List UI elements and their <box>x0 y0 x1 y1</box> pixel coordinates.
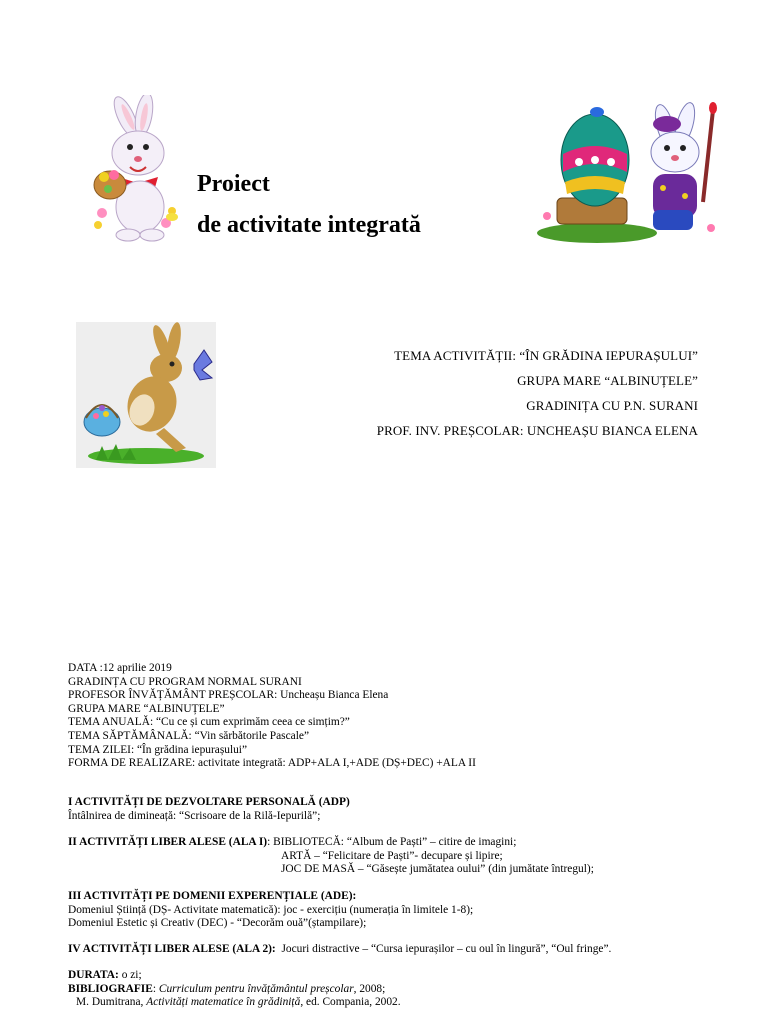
document-subtitle: de activitate integrată <box>197 212 421 238</box>
section-ade <box>68 890 473 931</box>
ade-heading: III ACTIVITĂȚI PE DOMENII EXPERENȚIALE (ADE): <box>68 890 357 902</box>
meta-data: DATA :12 aprilie 2019 <box>68 662 172 674</box>
adp-heading: I ACTIVITĂȚI DE DEZVOLTARE PERSONALĂ (ADP) <box>68 796 350 808</box>
ade-line2: Domeniul Estetic și Creativ (DEC) - “Decorăm ouă”(ștampilare); <box>68 917 367 930</box>
ala1-heading: II ACTIVITĂȚI LIBER ALESE (ALA I) <box>68 836 268 848</box>
durata-value: o zi; <box>118 969 142 981</box>
bibliografie-separator: : <box>152 982 159 995</box>
bibliografie-rest-1: , 2008; <box>353 982 386 995</box>
section-ala1 <box>68 836 594 877</box>
meta-block <box>68 662 476 771</box>
ala2-heading: IV ACTIVITĂȚI LIBER ALESE (ALA 2): <box>68 943 276 955</box>
bibliografie-title-2: Activități matematice în grădiniță <box>146 996 301 1009</box>
meta-tema-anuala: TEMA ANUALĂ: “Cu ce și cum exprimăm ceea ce simțim?” <box>68 716 350 729</box>
hopping-bunny-image <box>76 322 216 468</box>
bunny-painting-egg-image <box>535 98 720 248</box>
section-ala2 <box>68 943 611 957</box>
info-profesor: PROF. INV. PREȘCOLAR: UNCHEAȘU BIANCA ELENA <box>376 423 698 438</box>
ade-line1: Domeniul Știință (DȘ- Activitate matematică): joc - exercițiu (numerația în limitele 1-8); <box>68 903 474 916</box>
info-tema-activitatii: TEMA ACTIVITĂȚII: “ÎN GRĂDINA IEPURAȘULUI” <box>394 348 698 363</box>
bibliografie-rest-2: , ed. Compania, 2002. <box>300 996 401 1009</box>
meta-grupa: GRUPA MARE “ALBINUȚELE” <box>68 702 225 715</box>
ala1-line3: JOC DE MASĂ – “Găsește jumătatea oului” (din jumătate întregul); <box>281 863 594 876</box>
bunny-with-basket-image <box>88 95 188 245</box>
meta-profesor: PROFESOR ÎNVĂȚĂMÂNT PREȘCOLAR: Uncheașu Bianca Elena <box>68 689 389 702</box>
meta-forma-realizare: FORMA DE REALIZARE: activitate integrată: ADP+ALA I,+ADE (DȘ+DEC) +ALA II <box>68 757 476 770</box>
info-grupa: GRUPA MARE “ALBINUȚELE” <box>517 373 698 388</box>
section-adp <box>68 796 350 823</box>
info-gradinita: GRADINIȚA CU P.N. SURANI <box>526 398 698 413</box>
ala1-line1: : BIBLIOTECĂ: “Album de Paști” – citire de imagini; <box>267 836 517 848</box>
bibliografie-label: BIBLIOGRAFIE <box>68 982 153 995</box>
bibliografie-title-1: Curriculum pentru învățământul preșcolar <box>158 982 354 995</box>
document-title: Proiect <box>197 171 270 197</box>
meta-tema-saptamanala: TEMA SĂPTĂMÂNALĂ: “Vin sărbătorile Pascale” <box>68 729 310 742</box>
adp-text: Întâlnirea de dimineață: “Scrisoare de la Rilă-Iepurilă”; <box>68 809 321 822</box>
meta-tema-zilei: TEMA ZILEI: “În grădina iepurașului” <box>68 743 248 756</box>
meta-gradinita: GRADINȚA CU PROGRAM NORMAL SURANI <box>68 675 302 688</box>
section-durata-bibliografie <box>68 969 401 1010</box>
durata-label: DURATA: <box>68 969 119 981</box>
ala2-text: Jocuri distractive – “Cursa iepurașilor – cu oul în lingură”, “Oul fringe”. <box>281 943 612 955</box>
bibliografie-author-2: M. Dumitrana, <box>76 996 147 1009</box>
ala1-line2: ARTĂ – “Felicitare de Paști”- decupare și lipire; <box>281 849 503 862</box>
